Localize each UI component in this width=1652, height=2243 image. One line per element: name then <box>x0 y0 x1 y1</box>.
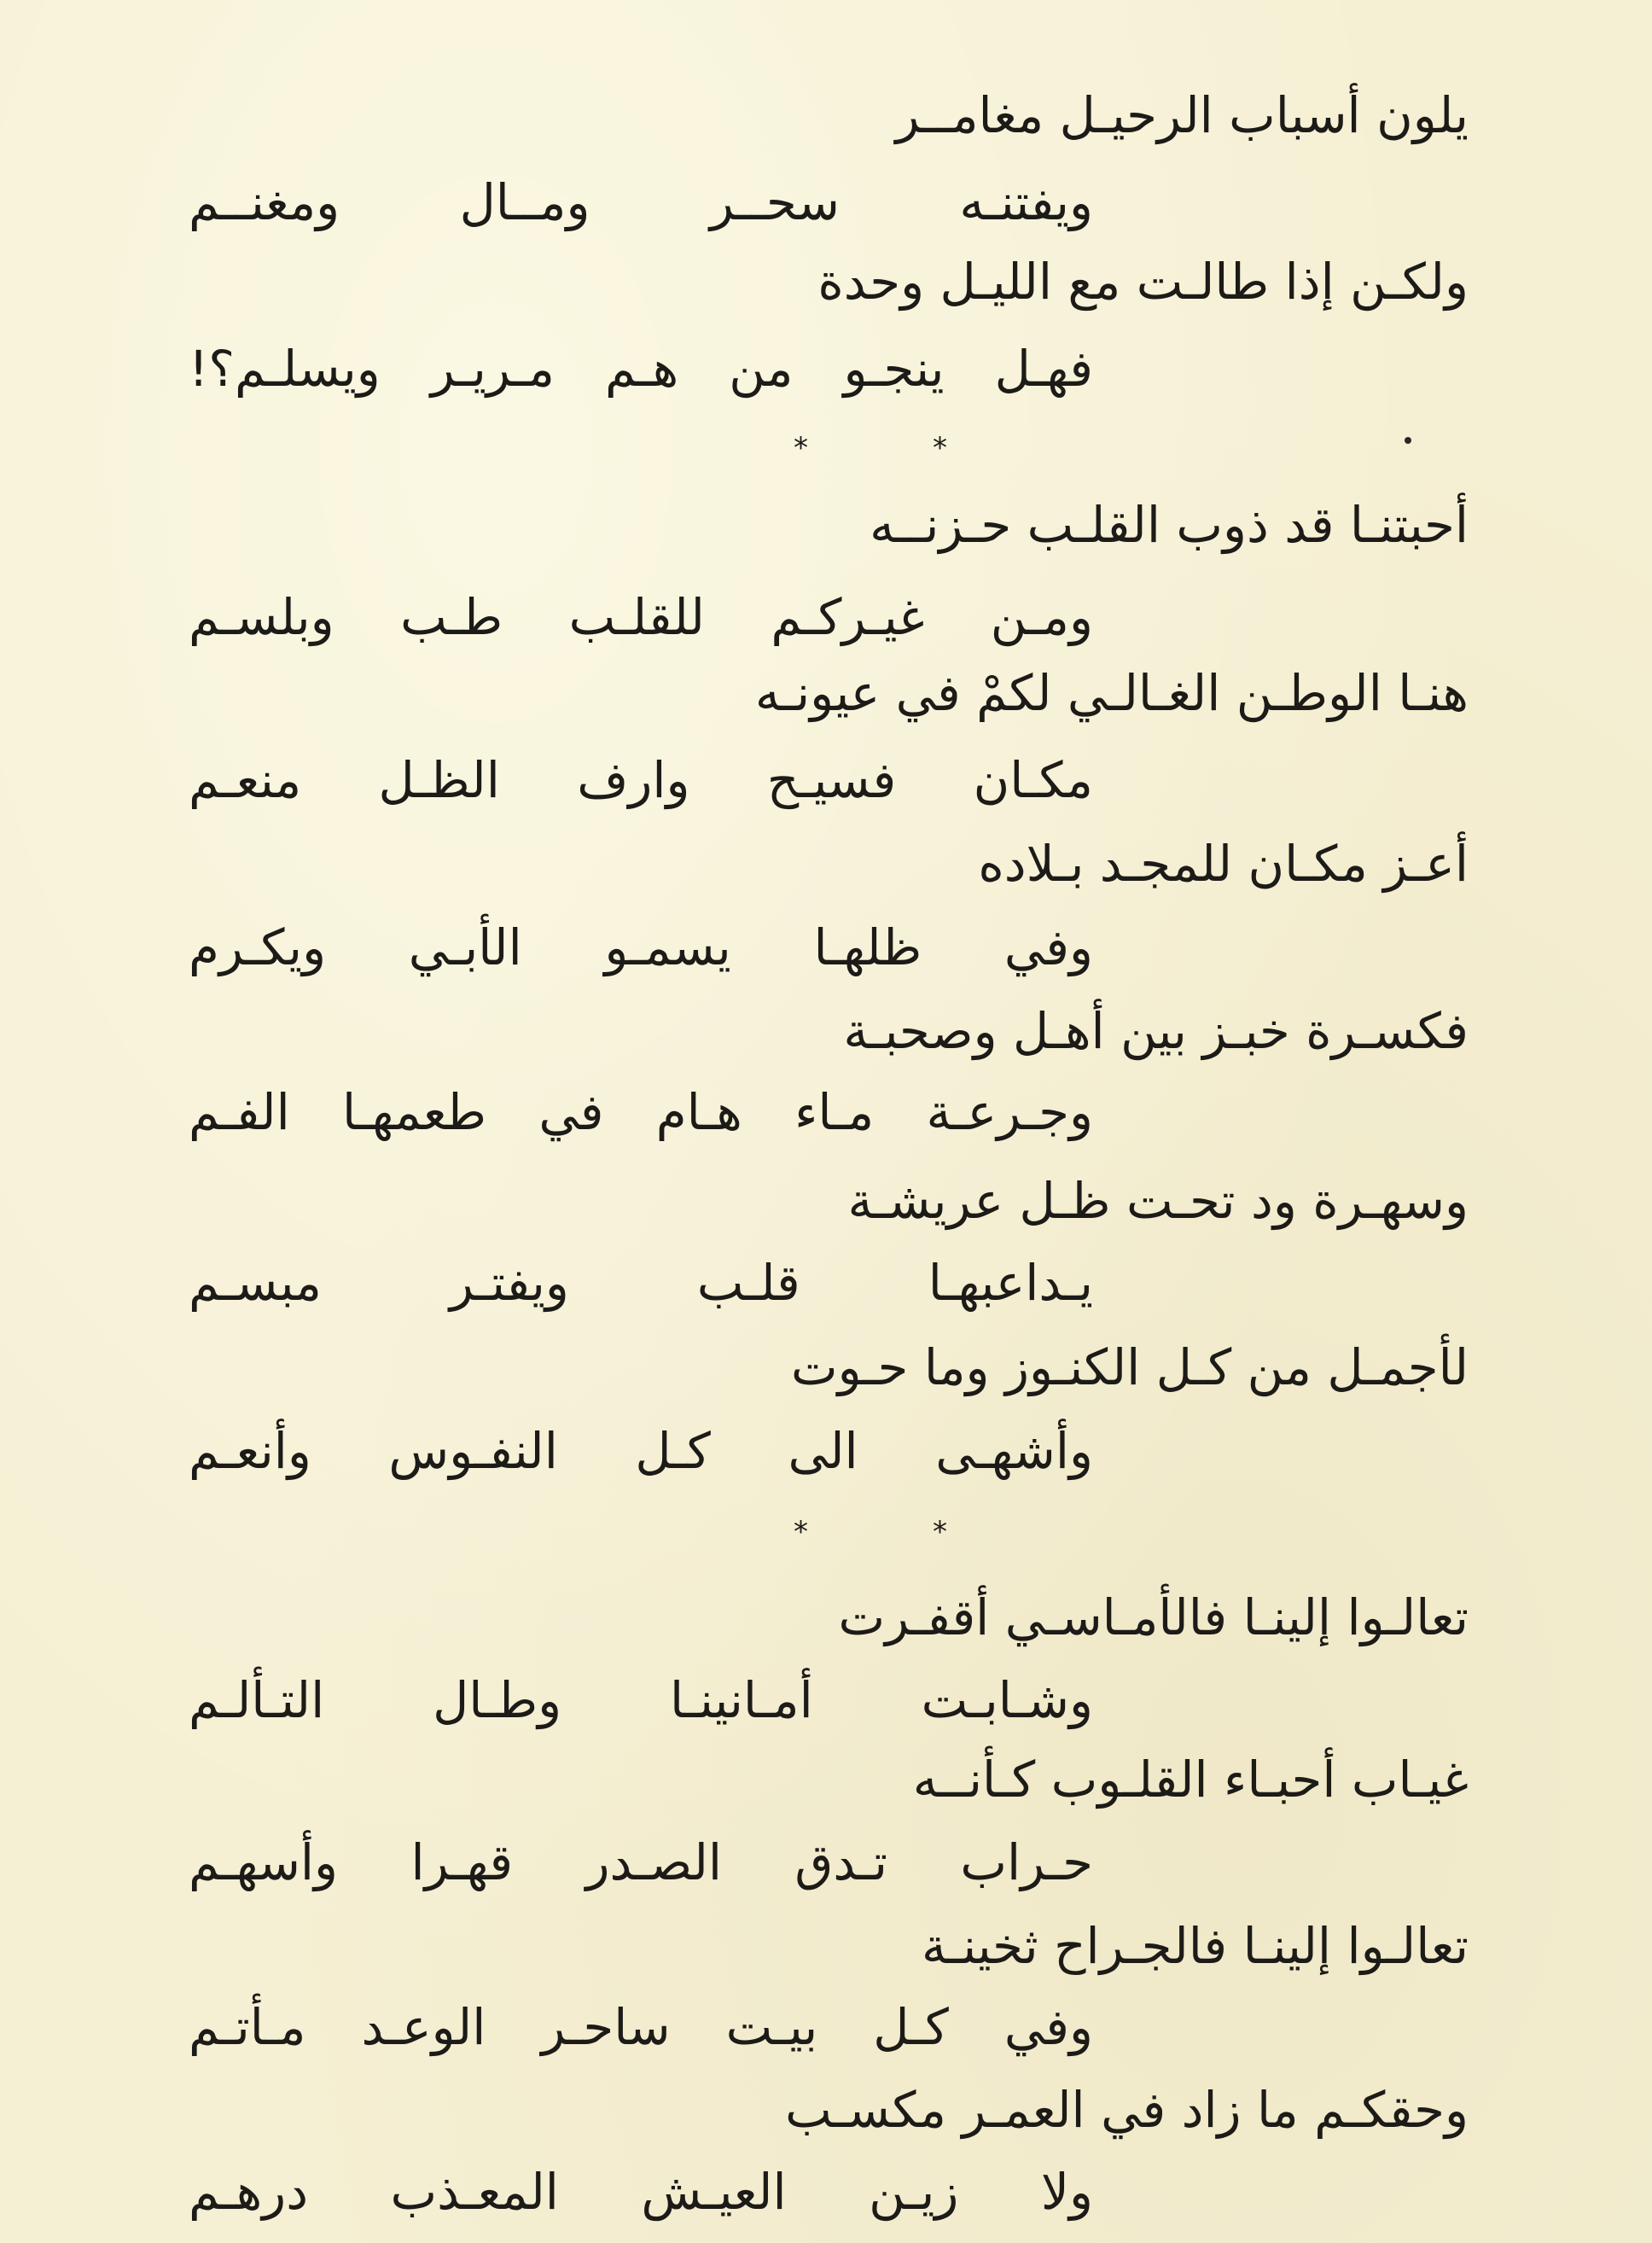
verse-line: ويفتنـه سحــر ومــال ومغنــم <box>189 173 1093 231</box>
verse-line: لأجمـل من كـل الكنـوز وما حـوت <box>790 1338 1469 1396</box>
verse-line: ومـن غيـركـم للقلـب طـب وبلسـم <box>189 588 1093 646</box>
asterisk-ornament: * <box>794 1515 808 1549</box>
verse-line: وجـرعـة مـاء هـام في طعمهـا الفـم <box>189 1083 1093 1141</box>
verse-line: ولا زيـن العيـش المعـذب درهـم <box>189 2163 1093 2221</box>
verse-line: حـراب تـدق الصـدر قهـرا وأسهـم <box>189 1833 1093 1891</box>
stanza-separator <box>794 431 947 465</box>
verse-line: وفي كـل بيـت ساحـر الوعـد مـأتـم <box>189 1998 1093 2056</box>
verse-line: وشـابـت أمـانينـا وطـال التـألـم <box>189 1671 1093 1729</box>
verse-line: يلون أسباب الرحيـل مغامــر <box>895 86 1469 144</box>
verse-line: فكسـرة خبـز بين أهـل وصحبـة <box>843 1002 1469 1060</box>
ink-speck <box>1405 437 1411 444</box>
verse-line: فهـل ينجـو من هـم مـريـر ويسلـم؟! <box>189 340 1093 398</box>
asterisk-ornament: * <box>933 431 947 465</box>
verse-line: هنـا الوطـن الغـالـي لكمْ في عيونـه <box>754 664 1469 722</box>
verse-line: أعـز مكـان للمجـد بـلاده <box>978 835 1469 893</box>
verse-line: وسهـرة ود تحـت ظـل عريشـة <box>847 1172 1469 1230</box>
stanza-separator <box>794 1515 947 1549</box>
verse-line: مكـان فسيـح وارف الظـل منعـم <box>189 751 1093 809</box>
verse-line: ولكـن إذا طالـت مع الليـل وحدة <box>817 253 1469 311</box>
verse-line: تعالـوا إلينـا فالجـراح ثخينـة <box>921 1917 1469 1975</box>
verse-line: غيـاب أحبـاء القلـوب كـأنــه <box>912 1751 1469 1809</box>
verse-line: وحقكـم ما زاد في العمـر مكسـب <box>785 2081 1469 2139</box>
asterisk-ornament: * <box>933 1515 947 1549</box>
verse-line: أحبتنـا قد ذوب القلـب حـزنــه <box>870 496 1469 554</box>
verse-line: وفي ظلهـا يسمـو الأبـي ويكـرم <box>189 918 1093 976</box>
verse-line: يـداعبهـا قلـب ويفتـر مبسـم <box>189 1254 1093 1312</box>
verse-line: تعالـوا إلينـا فالأمـاسـي أقفـرت <box>838 1588 1469 1646</box>
verse-line: وأشهـى الى كـل النفـوس وأنعـم <box>189 1422 1093 1480</box>
asterisk-ornament: * <box>794 431 808 465</box>
